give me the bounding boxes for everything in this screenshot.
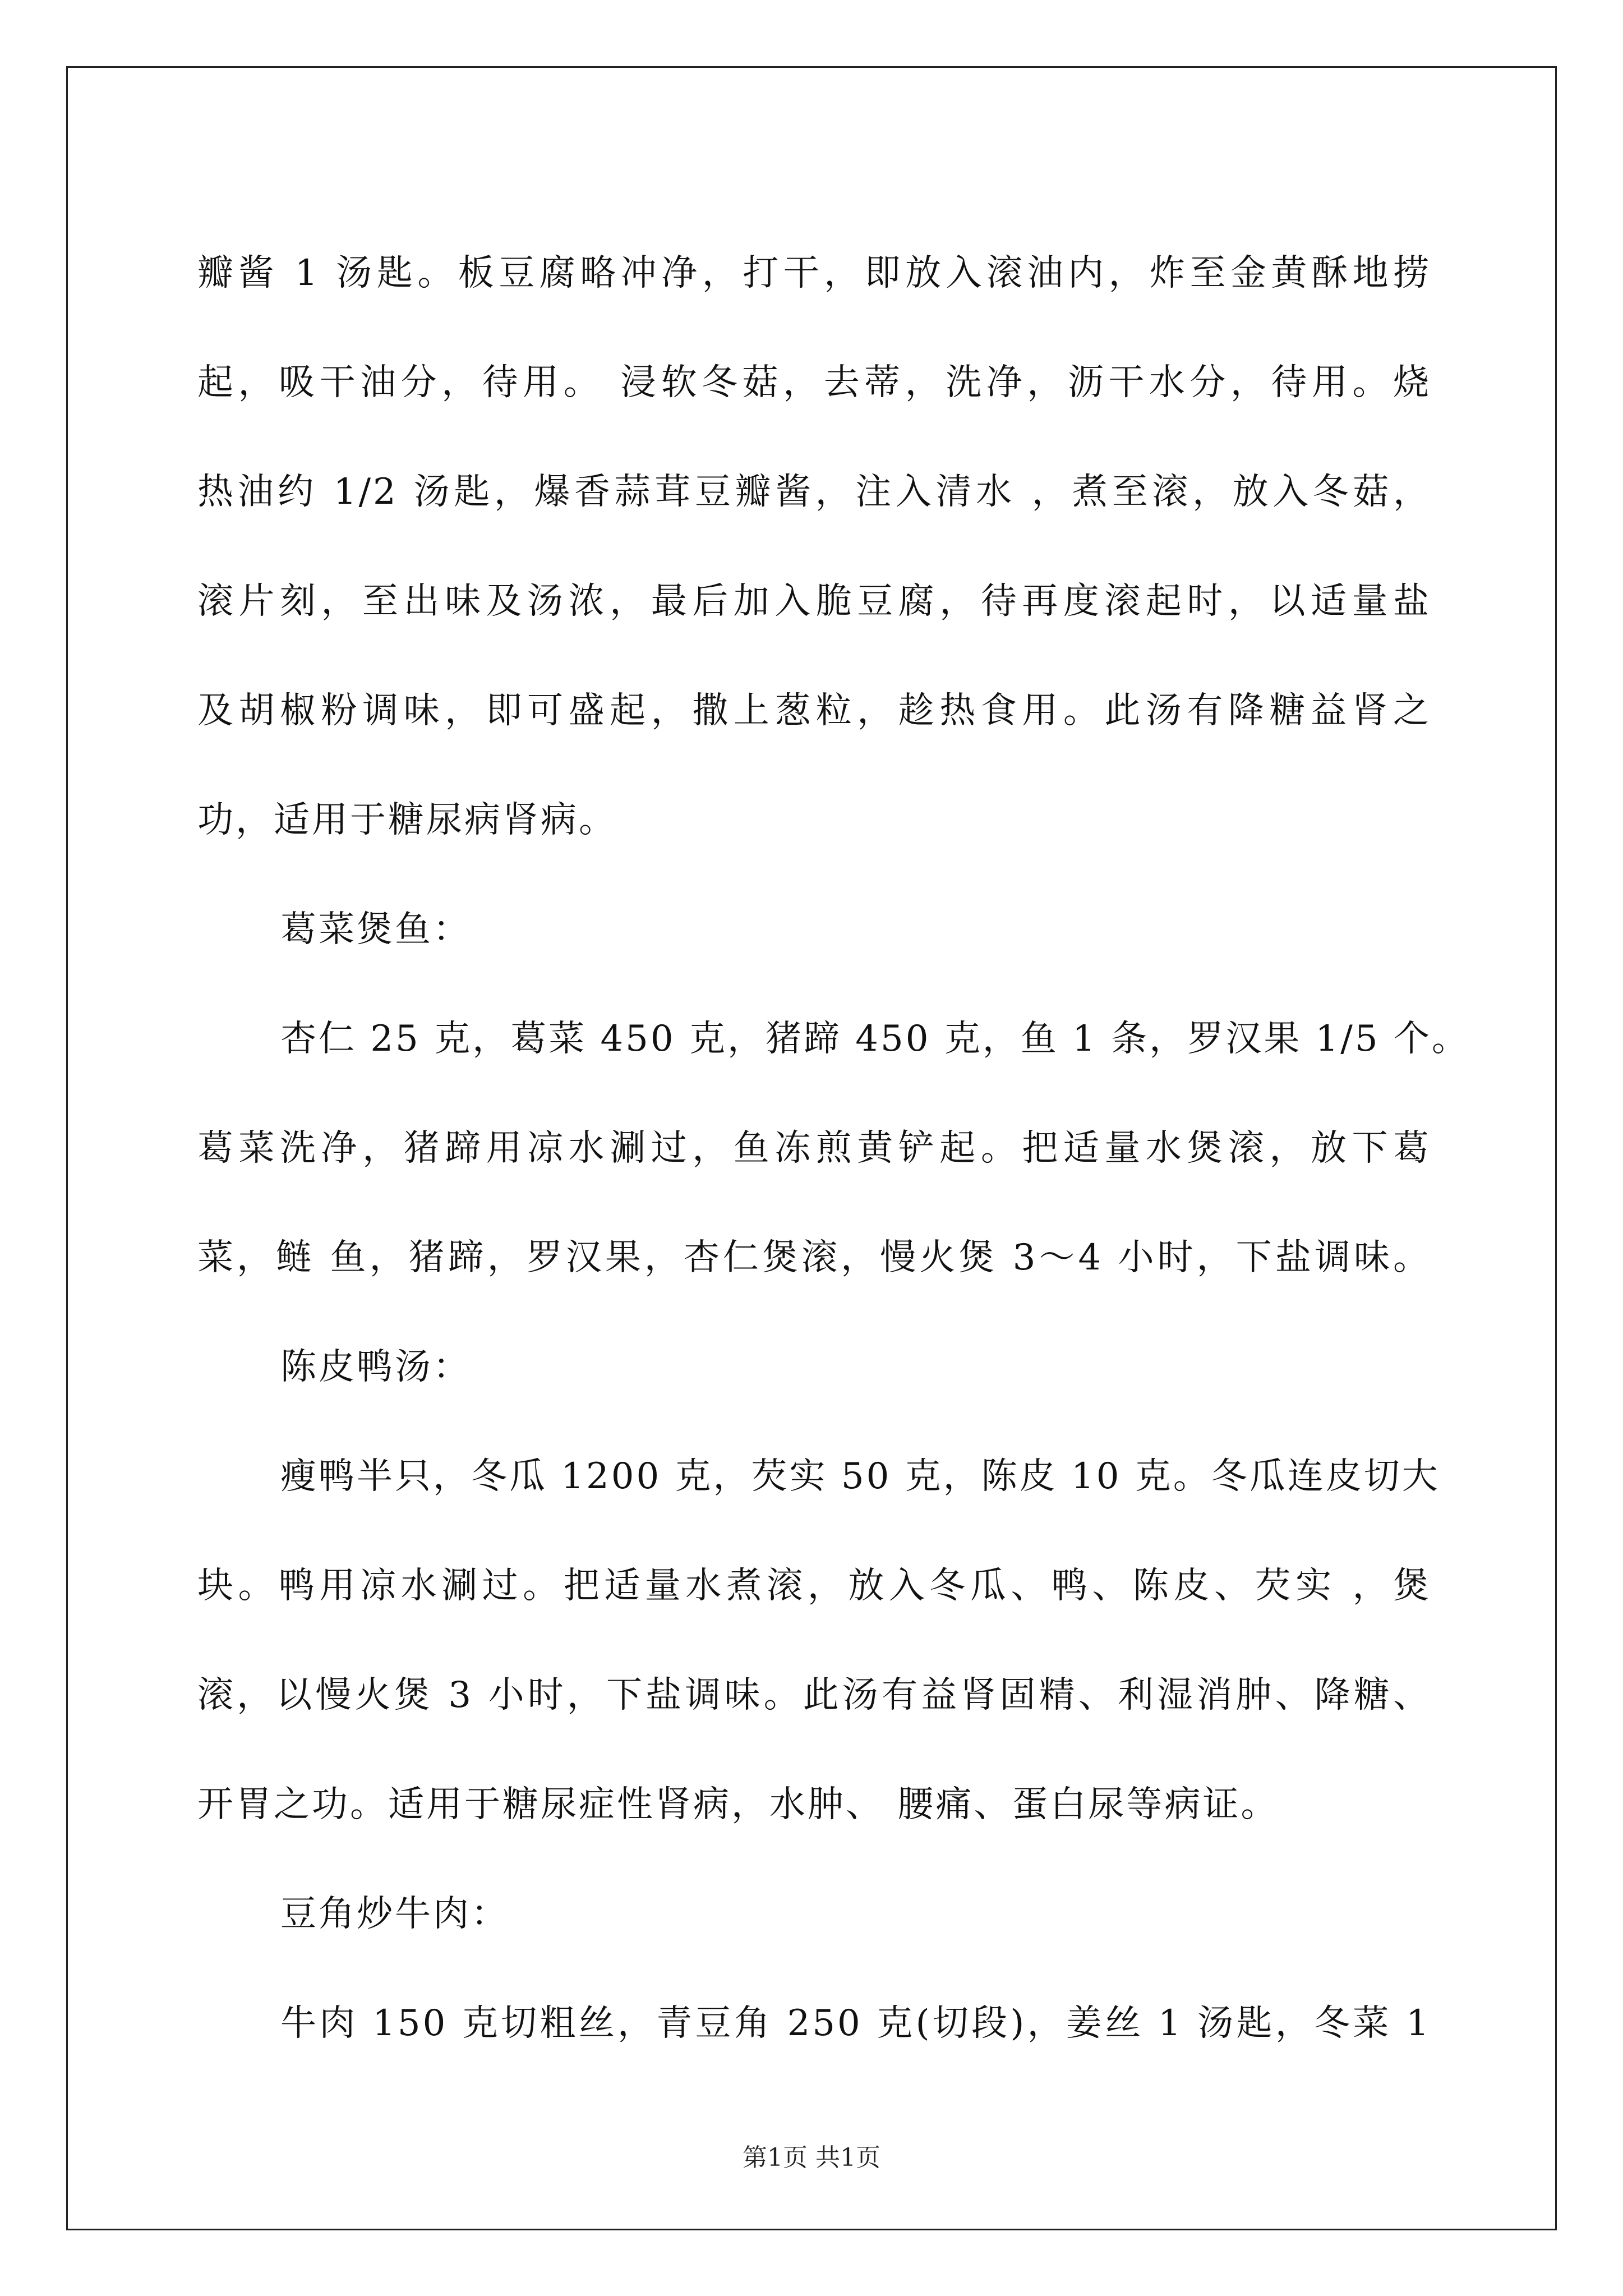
text-line: 块。鸭用凉水涮过。把适量水煮滚，放入冬瓜、鸭、陈皮、芡实 ，煲 — [197, 1565, 1431, 1607]
text-line: 杏仁 25 克，葛菜 450 克，猪蹄 450 克，鱼 1 条，罗汉果 1/5 个。 — [280, 1018, 1470, 1060]
text-line: 热油约 1/2 汤匙，爆香蒜茸豆瓣酱，注入清水 ，煮至滚，放入冬菇， — [197, 471, 1431, 513]
text-line: 滚，以慢火煲 3 小时，下盐调味。此汤有益肾固精、利湿消肿、降糖、 — [197, 1674, 1431, 1716]
text-line: 葛菜煲鱼： — [280, 909, 471, 950]
document-body — [197, 219, 1470, 2078]
text-line: 功，适用于糖尿病肾病。 — [197, 799, 617, 841]
text-line: 开胃之功。适用于糖尿症性肾病，水肿、 腰痛、蛋白尿等病证。 — [197, 1784, 1279, 1825]
text-line: 起，吸干油分，待用。 浸软冬菇，去蒂，洗净，沥干水分，待用。烧 — [197, 362, 1431, 403]
text-line: 滚片刻，至出味及汤浓，最后加入脆豆腐，待再度滚起时，以适量盐 — [197, 581, 1431, 622]
text-line: 豆角炒牛肉： — [280, 1893, 509, 1935]
text-line: 及胡椒粉调味，即可盛起，撒上葱粒，趁热食用。此汤有降糖益肾之 — [197, 690, 1431, 731]
page-footer: 第1页 共1页 — [743, 2143, 880, 2172]
text-line: 菜，鲢 鱼，猪蹄，罗汉果，杏仁煲滚，慢火煲 3～4 小时，下盐调味。 — [197, 1237, 1431, 1278]
text-line: 瓣酱 1 汤匙。板豆腐略冲净，打干，即放入滚油内，炸至金黄酥地捞 — [197, 252, 1431, 294]
text-line: 葛菜洗净，猪蹄用凉水涮过，鱼冻煎黄铲起。把适量水煲滚，放下葛 — [197, 1128, 1431, 1169]
text-line: 陈皮鸭汤： — [280, 1346, 471, 1388]
text-line: 瘦鸭半只，冬瓜 1200 克，芡实 50 克，陈皮 10 克。冬瓜连皮切大 — [280, 1456, 1440, 1497]
text-line: 牛肉 150 克切粗丝，青豆角 250 克(切段)，姜丝 1 汤匙，冬菜 1 — [280, 2003, 1431, 2044]
